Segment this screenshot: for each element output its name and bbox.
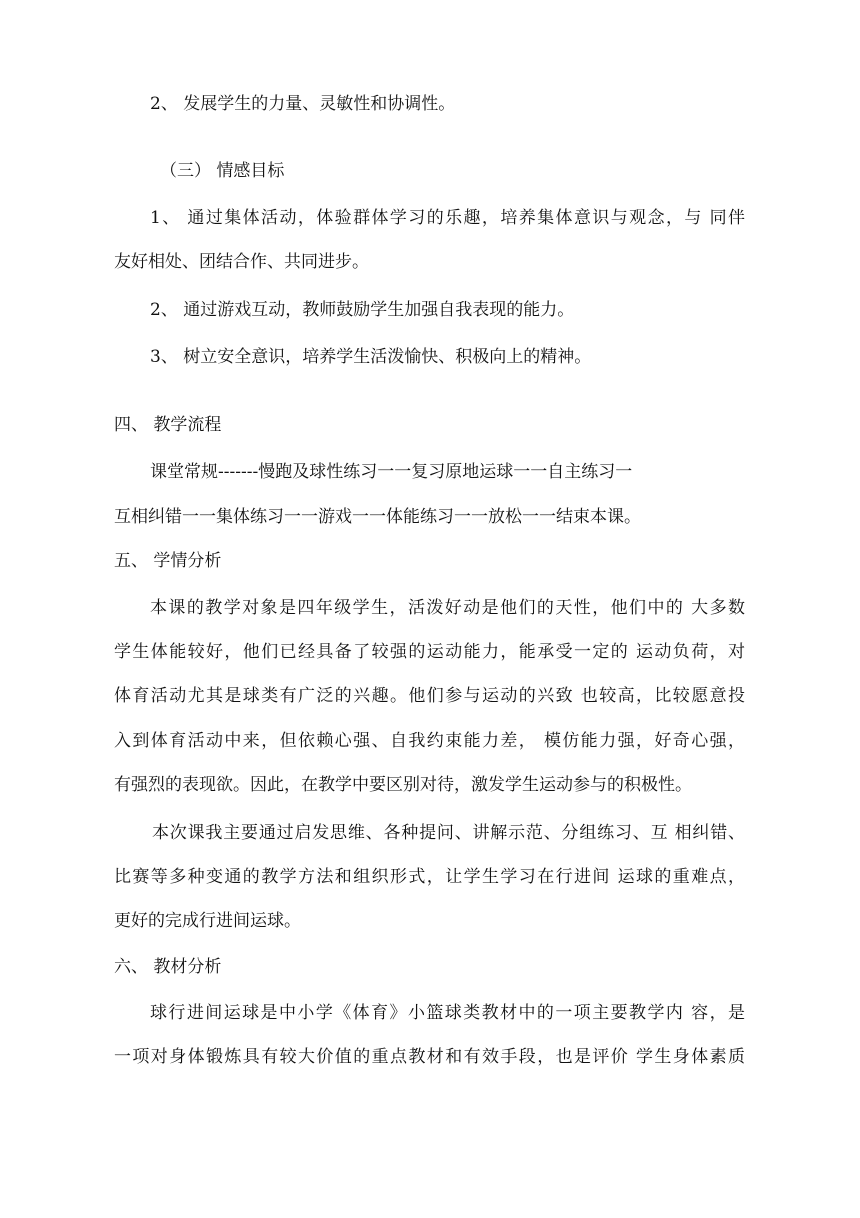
material-analysis-line-1: 球行进间运球是中小学《体育》小篮球类教材中的一项主要教学内 容，是 [150, 1003, 745, 1023]
ability-item-2: 2、 发展学生的力量、灵敏性和协调性。 [150, 94, 456, 114]
teaching-flow-line-2: 互相纠错一一集体练习一一游戏一一体能练习一一放松一一结束本课。 [114, 507, 641, 527]
section-5-heading: 五、 学情分析 [114, 551, 222, 571]
emotion-goals-heading: （三） 情感目标 [160, 161, 285, 181]
learner-analysis-p2-line-2: 比赛等多种变通的教学方法和组织形式，让学生学习在行进间 运球的重难点， [114, 867, 745, 887]
emotion-item-1-line-2: 友好相处、团结合作、共同进步。 [114, 252, 369, 272]
learner-analysis-p1-line-1: 本课的教学对象是四年级学生，活泼好动是他们的天性，他们中的 大多数 [150, 598, 745, 618]
learner-analysis-p1-line-5: 有强烈的表现欲。因此，在教学中要区别对待，激发学生运动参与的积极性。 [114, 775, 692, 795]
teaching-flow-line-1: 课堂常规-------慢跑及球性练习一一复习原地运球一一自主练习一 [150, 462, 633, 482]
material-analysis-line-2: 一项对身体锻炼具有较大价值的重点教材和有效手段，也是评价 学生身体素质 [114, 1047, 745, 1067]
learner-analysis-p1-line-4: 入到体育活动中来，但依赖心强、自我约束能力差， 模仿能力强，好奇心强， [114, 731, 745, 751]
emotion-item-2: 2、 通过游戏互动，教师鼓励学生加强自我表现的能力。 [150, 300, 575, 320]
learner-analysis-p1-line-3: 体育活动尤其是球类有广泛的兴趣。他们参与运动的兴致 也较高，比较愿意投 [114, 686, 745, 706]
emotion-item-1-line-1: 1、 通过集体活动，体验群体学习的乐趣，培养集体意识与观念，与 同伴 [150, 208, 745, 228]
learner-analysis-p2-line-1: 本次课我主要通过启发思维、各种提问、讲解示范、分组练习、互 相纠错、 [152, 823, 745, 843]
section-6-heading: 六、 教材分析 [114, 957, 222, 977]
learner-analysis-p1-line-2: 学生体能较好，他们已经具备了较强的运动能力，能承受一定的 运动负荷，对 [114, 642, 745, 662]
section-4-heading: 四、 教学流程 [114, 415, 222, 435]
learner-analysis-p2-line-3: 更好的完成行进间运球。 [114, 911, 301, 931]
emotion-item-3: 3、 树立安全意识，培养学生活泼愉快、积极向上的精神。 [150, 347, 592, 367]
